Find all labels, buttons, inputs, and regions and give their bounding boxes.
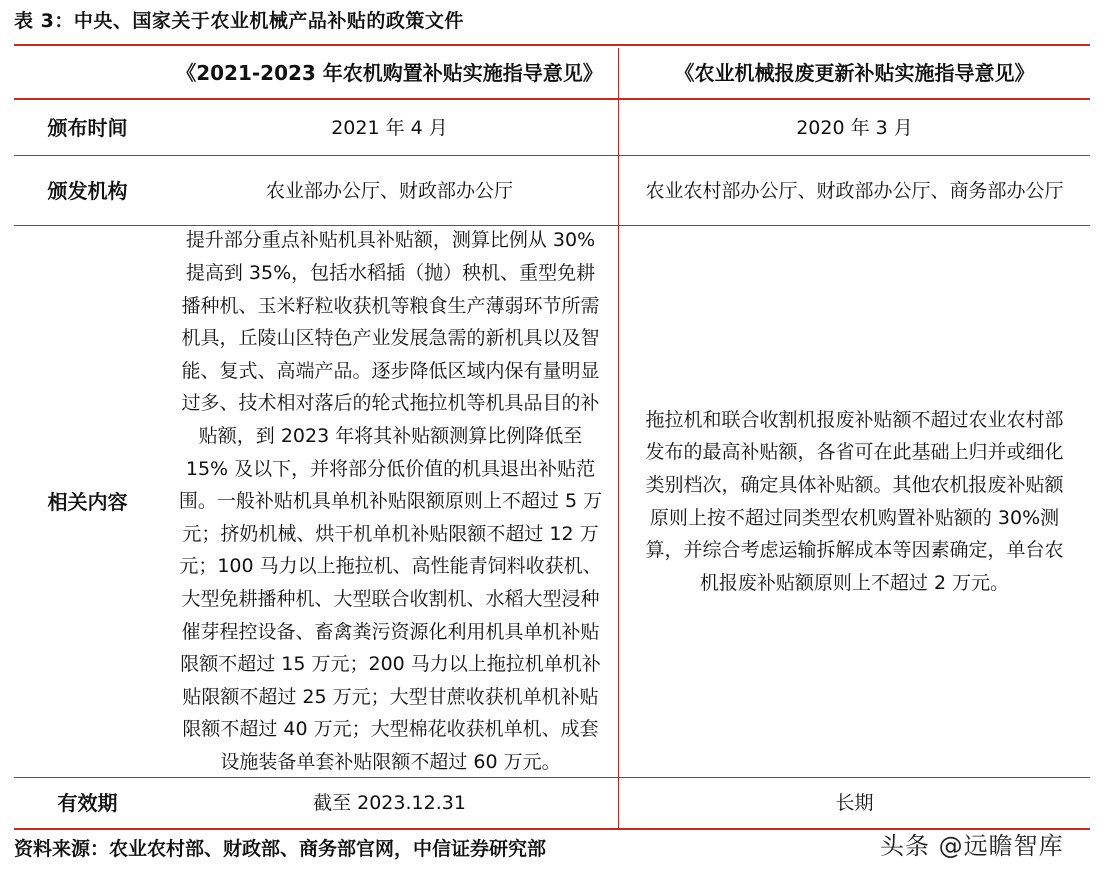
cell-validity-2020: 长期: [618, 778, 1090, 830]
row-label-date: 颁布时间: [14, 100, 161, 156]
cell-date-2021: 2021 年 4 月: [161, 100, 618, 156]
watermark: 头条 @远瞻智库: [880, 832, 1064, 860]
row-label-content: 相关内容: [14, 226, 161, 778]
header-empty: [14, 48, 161, 100]
cell-date-2020: 2020 年 3 月: [618, 100, 1090, 156]
cell-validity-2021: 截至 2023.12.31: [161, 778, 618, 830]
table-caption: 表 3：中央、国家关于农业机械产品补贴的政策文件: [14, 10, 464, 32]
row-label-validity: 有效期: [14, 778, 161, 830]
cell-content-2021: 提升部分重点补贴机具补贴额，测算比例从 30% 提高到 35%，包括水稻插（抛）秧机、重型免耕播种机、玉米籽粒收获机等粮食生产薄弱环节所需机具，丘陵山区特色产业发展急需的新机具以及智能、复式、高端产品。逐步降低区域内保有量明显过多、技术相对落后的轮式拖拉机等机具品目的补贴额，到 2023 年将其补贴额测算比例降低至 15% 及以下，并将部分低价值的机具退出补贴范围。一般补贴机具单机补贴限额原则上不超过 5 万元；挤奶机械、烘干机单机补贴限额不超过 12 万元；100 马力以上拖拉机、高性能青饲料收获机、大型免耕播种机、大型联合收割机、水稻大型浸种催芽程控设备、畜禽粪污资源化利用机具单机补贴限额不超过 15 万元；200 马力以上拖拉机单机补贴限额不超过 25 万元；大型甘蔗收获机单机补贴限额不超过 40 万元；大型棉花收获机单机、成套设施装备单套补贴限额不超过 60 万元。: [161, 226, 618, 778]
cell-issuer-2021: 农业部办公厅、财政部办公厅: [161, 156, 618, 226]
top-rule: [14, 44, 1090, 46]
row-label-issuer: 颁发机构: [14, 156, 161, 226]
source-note: 资料来源：农业农村部、财政部、商务部官网，中信证券研究部: [14, 838, 547, 860]
cell-content-2020: 拖拉机和联合收割机报废补贴额不超过农业农村部发布的最高补贴额，各省可在此基础上归并或细化类别档次，确定具体补贴额。其他农机报废补贴额原则上按不超过同类型农机购置补贴额的 30%测算，并综合考虑运输拆解成本等因素确定，单台农机报废补贴额原则上不超过 2 万元。: [618, 226, 1090, 778]
header-col-2021-plan: 《2021-2023 年农机购置补贴实施指导意见》: [161, 48, 618, 100]
policy-table: [14, 48, 1090, 830]
header-col-scrap-plan: 《农业机械报废更新补贴实施指导意见》: [618, 48, 1090, 100]
cell-issuer-2020: 农业农村部办公厅、财政部办公厅、商务部办公厅: [618, 156, 1090, 226]
